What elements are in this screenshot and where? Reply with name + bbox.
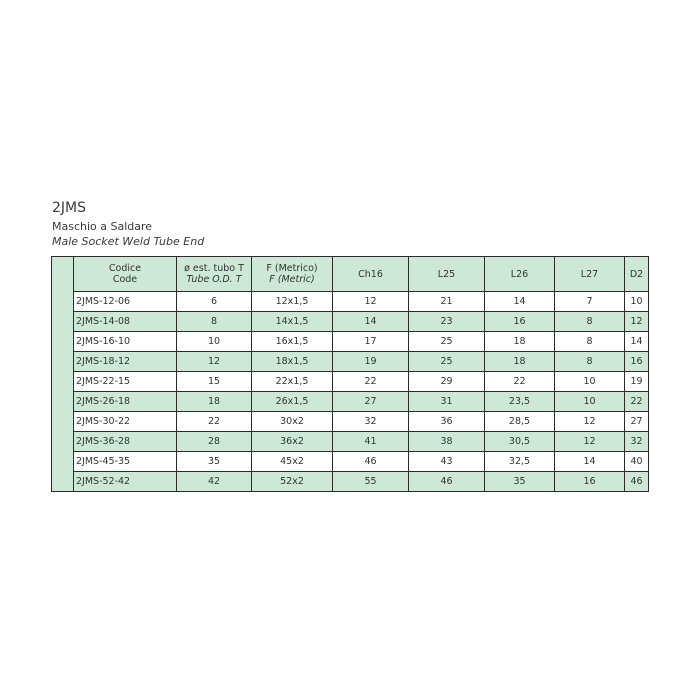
cell-d2: 16: [625, 352, 649, 372]
cell-tube-od: 42: [177, 472, 252, 492]
cell-code: 2JMS-14-08: [74, 312, 177, 332]
table-row: [52, 352, 649, 372]
cell-d2: 22: [625, 392, 649, 412]
cell-ch: 55: [333, 472, 409, 492]
cell-code: 2JMS-52-42: [74, 472, 177, 492]
table-row: [52, 412, 649, 432]
cell-d2: 27: [625, 412, 649, 432]
product-subtitle-italian: Maschio a Saldare: [52, 220, 153, 233]
table-row: [52, 292, 649, 312]
cell-l25: 29: [409, 372, 485, 392]
side-band: [52, 257, 74, 492]
cell-ch: 27: [333, 392, 409, 412]
cell-ch: 19: [333, 352, 409, 372]
cell-l27: 8: [555, 352, 625, 372]
cell-l26: 32,5: [485, 452, 555, 472]
cell-code: 2JMS-45-35: [74, 452, 177, 472]
header-od-en: Tube O.D. T: [186, 274, 242, 285]
header-l27: L27: [555, 257, 625, 292]
cell-l26: 28,5: [485, 412, 555, 432]
cell-code: 2JMS-26-18: [74, 392, 177, 412]
cell-f-metric: 45x2: [252, 452, 333, 472]
spec-table: [51, 256, 649, 492]
product-title: 2JMS: [52, 200, 87, 216]
cell-tube-od: 22: [177, 412, 252, 432]
cell-l25: 21: [409, 292, 485, 312]
cell-code: 2JMS-16-10: [74, 332, 177, 352]
cell-d2: 40: [625, 452, 649, 472]
cell-code: 2JMS-18-12: [74, 352, 177, 372]
table-row: [52, 452, 649, 472]
cell-l26: 14: [485, 292, 555, 312]
cell-ch: 41: [333, 432, 409, 452]
cell-tube-od: 28: [177, 432, 252, 452]
cell-l26: 35: [485, 472, 555, 492]
product-subtitle-english: Male Socket Weld Tube End: [52, 235, 205, 248]
cell-d2: 32: [625, 432, 649, 452]
cell-l25: 23: [409, 312, 485, 332]
cell-f-metric: 30x2: [252, 412, 333, 432]
header-f-it: F (Metrico): [266, 263, 318, 274]
cell-ch: 14: [333, 312, 409, 332]
cell-d2: 46: [625, 472, 649, 492]
cell-l26: 30,5: [485, 432, 555, 452]
header-code-en: Code: [112, 274, 138, 285]
cell-l27: 8: [555, 312, 625, 332]
header-l25: L25: [409, 257, 485, 292]
cell-f-metric: 36x2: [252, 432, 333, 452]
cell-l26: 18: [485, 332, 555, 352]
cell-f-metric: 22x1,5: [252, 372, 333, 392]
cell-tube-od: 6: [177, 292, 252, 312]
table-row: [52, 332, 649, 352]
cell-ch: 32: [333, 412, 409, 432]
table-row: [52, 472, 649, 492]
cell-l26: 16: [485, 312, 555, 332]
cell-d2: 12: [625, 312, 649, 332]
header-ch: Ch16: [333, 257, 409, 292]
cell-ch: 22: [333, 372, 409, 392]
cell-f-metric: 12x1,5: [252, 292, 333, 312]
cell-l27: 10: [555, 392, 625, 412]
header-l26: L26: [485, 257, 555, 292]
header-tube-od: [177, 257, 252, 292]
cell-tube-od: 18: [177, 392, 252, 412]
cell-l25: 46: [409, 472, 485, 492]
cell-tube-od: 15: [177, 372, 252, 392]
table-row: [52, 392, 649, 412]
cell-ch: 17: [333, 332, 409, 352]
cell-l25: 25: [409, 332, 485, 352]
cell-tube-od: 8: [177, 312, 252, 332]
cell-code: 2JMS-22-15: [74, 372, 177, 392]
table-header-row: [52, 257, 649, 292]
cell-d2: 10: [625, 292, 649, 312]
cell-tube-od: 12: [177, 352, 252, 372]
cell-d2: 14: [625, 332, 649, 352]
cell-tube-od: 35: [177, 452, 252, 472]
cell-l26: 22: [485, 372, 555, 392]
cell-l27: 7: [555, 292, 625, 312]
cell-l25: 38: [409, 432, 485, 452]
cell-f-metric: 18x1,5: [252, 352, 333, 372]
cell-l27: 12: [555, 432, 625, 452]
cell-code: 2JMS-30-22: [74, 412, 177, 432]
header-od-it: ø est. tubo T: [184, 263, 244, 274]
cell-l25: 31: [409, 392, 485, 412]
header-code-it: Codice: [108, 263, 142, 274]
table-row: [52, 372, 649, 392]
cell-tube-od: 10: [177, 332, 252, 352]
cell-l25: 25: [409, 352, 485, 372]
table-row: [52, 312, 649, 332]
cell-l26: 18: [485, 352, 555, 372]
header-f-en: F (Metric): [269, 274, 315, 285]
cell-f-metric: 16x1,5: [252, 332, 333, 352]
cell-code: 2JMS-12-06: [74, 292, 177, 312]
header-f-metric: [252, 257, 333, 292]
table-row: [52, 432, 649, 452]
cell-f-metric: 26x1,5: [252, 392, 333, 412]
cell-l27: 16: [555, 472, 625, 492]
cell-f-metric: 14x1,5: [252, 312, 333, 332]
cell-l25: 36: [409, 412, 485, 432]
cell-l25: 43: [409, 452, 485, 472]
cell-l27: 12: [555, 412, 625, 432]
cell-code: 2JMS-36-28: [74, 432, 177, 452]
cell-l26: 23,5: [485, 392, 555, 412]
cell-l27: 8: [555, 332, 625, 352]
cell-ch: 46: [333, 452, 409, 472]
header-code: [74, 257, 177, 292]
header-d2: D2: [625, 257, 649, 292]
cell-ch: 12: [333, 292, 409, 312]
cell-f-metric: 52x2: [252, 472, 333, 492]
cell-d2: 19: [625, 372, 649, 392]
cell-l27: 10: [555, 372, 625, 392]
cell-l27: 14: [555, 452, 625, 472]
